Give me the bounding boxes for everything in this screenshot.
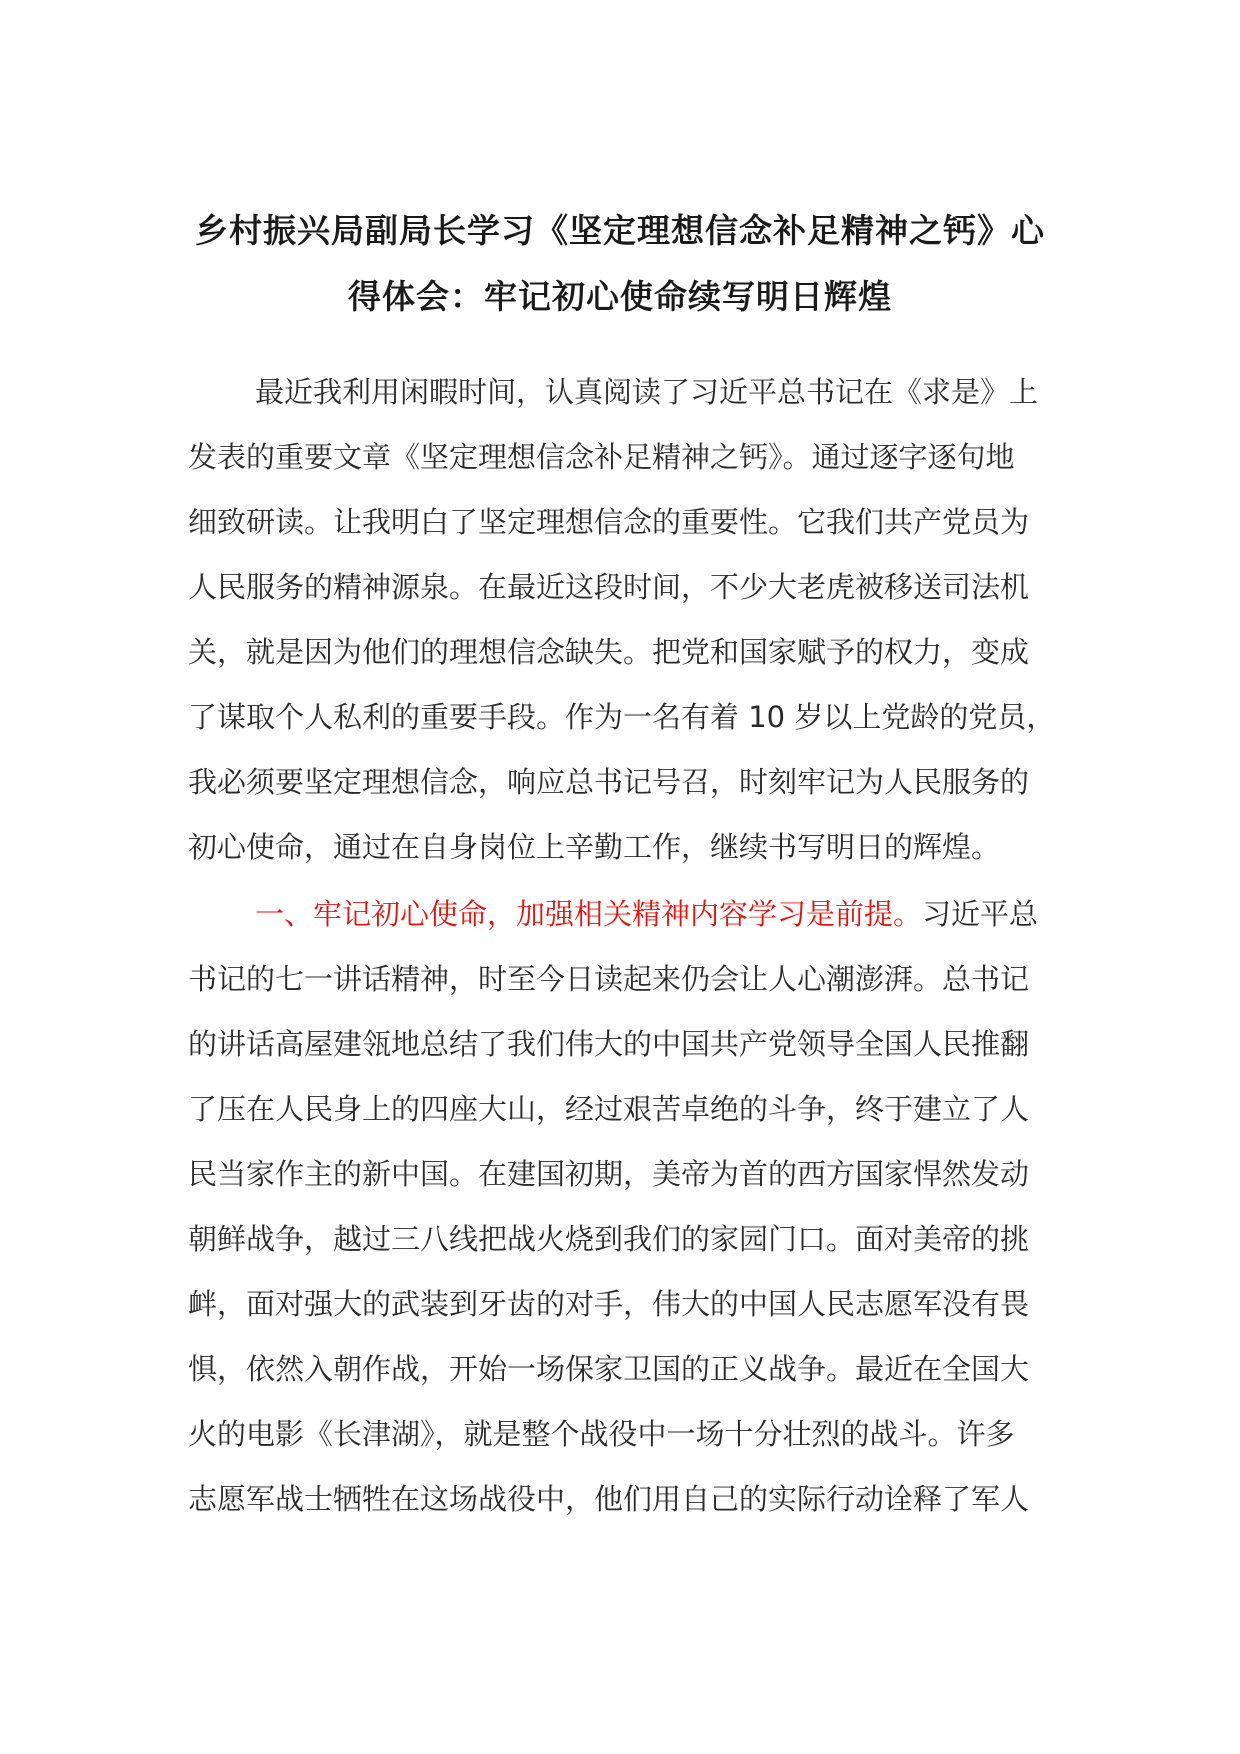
paragraph-section-one (188, 882, 1054, 1532)
paragraph-line: 志愿军战士牺牲在这场战役中，他们用自己的实际行动诠释了军人 (188, 1482, 1030, 1516)
paragraph-line: 了谋取个人私利的重要手段。作为一名有着 10 岁以上党龄的党员， (188, 700, 1056, 734)
paragraph-line: 人民服务的精神源泉。在最近这段时间，不少大老虎被移送司法机 (188, 570, 1030, 604)
title-line: 乡村振兴局副局长学习《坚定理想信念补足精神之钙》心 (195, 211, 1045, 250)
paragraph-intro (188, 360, 1054, 880)
paragraph-line: 朝鲜战争，越过三八线把战火烧到我们的家园门口。面对美帝的挑 (188, 1222, 1030, 1256)
paragraph-line: 了压在人民身上的四座大山，经过艰苦卓绝的斗争，终于建立了人 (188, 1092, 1030, 1126)
paragraph-line: 民当家作主的新中国。在建国初期，美帝为首的西方国家悍然发动 (188, 1157, 1030, 1191)
paragraph-line (188, 882, 1054, 947)
paragraph-line: 衅，面对强大的武装到牙齿的对手，伟大的中国人民志愿军没有畏 (188, 1287, 1030, 1321)
paragraph-line: 我必须要坚定理想信念，响应总书记号召，时刻牢记为人民服务的 (188, 765, 1030, 799)
paragraph-line: 书记的七一讲话精神，时至今日读起来仍会让人心潮澎湃。总书记 (188, 962, 1030, 996)
paragraph-line: 火的电影《长津湖》，就是整个战役中一场十分壮烈的战斗。许多 (188, 1417, 1015, 1451)
paragraph-line: 发表的重要文章《坚定理想信念补足精神之钙》。通过逐字逐句地 (188, 440, 1015, 474)
section-heading: 一、牢记初心使命，加强相关精神内容学习是前提。 (255, 897, 923, 931)
paragraph-line: 初心使命，通过在自身岗位上辛勤工作，继续书写明日的辉煌。 (188, 830, 1001, 864)
paragraph-line: 最近我利用闲暇时间，认真阅读了习近平总书记在《求是》上 (255, 375, 1039, 409)
paragraph-line: 关，就是因为他们的理想信念缺失。把党和国家赋予的权力，变成 (188, 635, 1030, 669)
paragraph-line: 的讲话高屋建瓴地总结了我们伟大的中国共产党领导全国人民推翻 (188, 1027, 1030, 1061)
title-line: 得体会：牢记初心使命续写明日辉煌 (348, 277, 892, 316)
document-title (150, 198, 1090, 330)
paragraph-line: 惧，依然入朝作战，开始一场保家卫国的正义战争。最近在全国大 (188, 1352, 1030, 1386)
paragraph-line-rest: 习近平总 (922, 897, 1039, 931)
paragraph-line: 细致研读。让我明白了坚定理想信念的重要性。它我们共产党员为 (188, 505, 1030, 539)
